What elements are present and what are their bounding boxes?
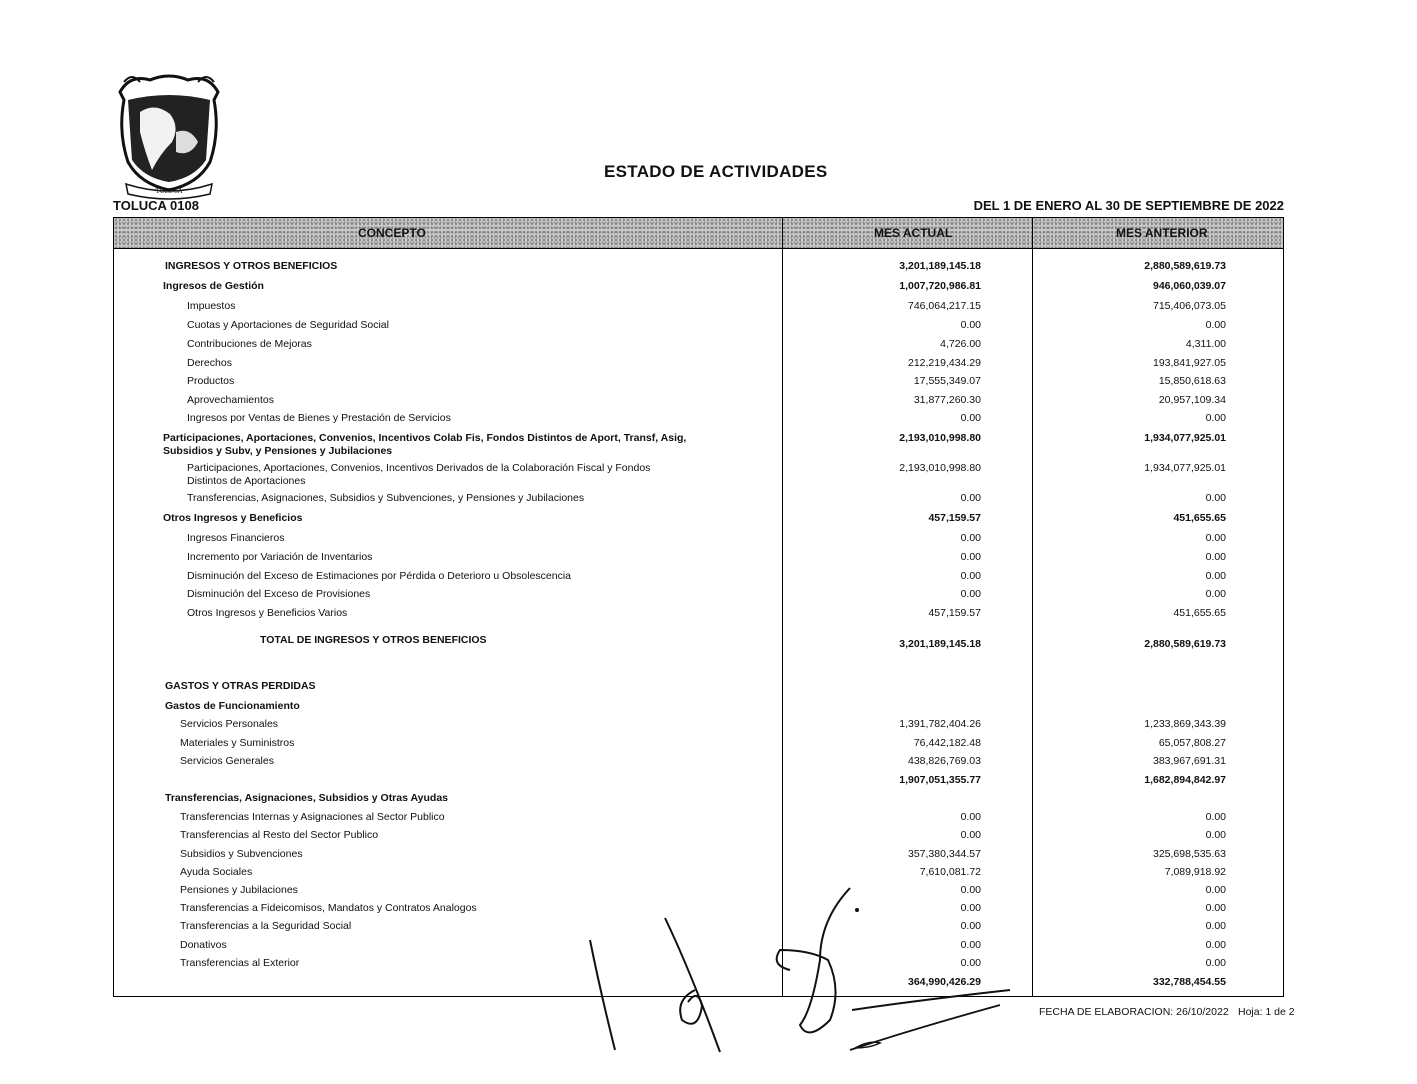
row-current: 0.00 <box>960 588 981 600</box>
row-previous: 193,841,927.05 <box>1153 357 1226 369</box>
row-previous: 715,406,073.05 <box>1153 300 1226 312</box>
row-current: 438,826,769.03 <box>908 755 981 767</box>
row-label: INGRESOS Y OTROS BENEFICIOS <box>165 260 338 272</box>
row-label: Transferencias al Exterior <box>180 957 300 969</box>
column-header-concept: CONCEPTO <box>358 226 426 240</box>
row-previous: 0.00 <box>1205 570 1226 582</box>
row-label: Otros Ingresos y Beneficios Varios <box>187 607 348 619</box>
row-previous: 0.00 <box>1205 412 1226 424</box>
row-current: 212,219,434.29 <box>908 357 981 369</box>
row-label: Ayuda Sociales <box>180 866 253 878</box>
coat-of-arms-seal <box>110 72 228 200</box>
row-label: Donativos <box>180 939 227 951</box>
row-previous: 15,850,618.63 <box>1158 375 1226 387</box>
row-previous: 7,089,918.92 <box>1164 866 1226 878</box>
row-previous: 1,934,077,925.01 <box>1144 432 1226 444</box>
row-label: Productos <box>187 375 235 387</box>
row-current: 0.00 <box>960 902 981 914</box>
entity-code: TOLUCA 0108 <box>113 198 199 213</box>
row-current: 7,610,081.72 <box>919 866 981 878</box>
row-previous: 0.00 <box>1205 884 1226 896</box>
row-label: Transferencias, Asignaciones, Subsidios y Otras Ayudas <box>165 792 449 804</box>
row-current: 0.00 <box>960 570 981 582</box>
column-header-current: MES ACTUAL <box>874 226 953 240</box>
row-label: Servicios Personales <box>180 718 279 730</box>
row-label: Materiales y Suministros <box>180 737 295 749</box>
row-current: 0.00 <box>960 319 981 331</box>
row-label: Ingresos de Gestión <box>163 280 264 292</box>
page-number: Hoja: 1 de 2 <box>1238 1006 1295 1018</box>
row-label: Cuotas y Aportaciones de Seguridad Social <box>187 319 389 331</box>
row-previous: 1,934,077,925.01 <box>1144 462 1226 474</box>
row-label: Aprovechamientos <box>187 394 274 406</box>
elaboration-date: FECHA DE ELABORACION: 26/10/2022 <box>1039 1006 1229 1018</box>
row-previous: 383,967,691.31 <box>1153 755 1226 767</box>
row-label: Transferencias al Resto del Sector Publico <box>180 829 379 841</box>
row-label: Contribuciones de Mejoras <box>187 338 312 350</box>
row-label: Incremento por Variación de Inventarios <box>187 551 373 563</box>
table-header-band <box>114 218 1283 249</box>
row-previous: 325,698,535.63 <box>1153 848 1226 860</box>
row-current: 0.00 <box>960 957 981 969</box>
row-current: 746,064,217.15 <box>908 300 981 312</box>
row-current: 0.00 <box>960 412 981 424</box>
row-label: Ingresos Financieros <box>187 532 285 544</box>
row-current: 364,990,426.29 <box>908 976 981 988</box>
row-previous: 332,788,454.55 <box>1153 976 1226 988</box>
row-current: 0.00 <box>960 884 981 896</box>
row-current: 31,877,260.30 <box>913 394 981 406</box>
row-previous: 20,957,109.34 <box>1158 394 1226 406</box>
row-previous: 65,057,808.27 <box>1158 737 1226 749</box>
row-current: 4,726.00 <box>940 338 981 350</box>
row-current: 0.00 <box>960 829 981 841</box>
row-previous: 0.00 <box>1205 920 1226 932</box>
row-previous: 1,682,894,842.97 <box>1144 774 1226 786</box>
row-current: 0.00 <box>960 811 981 823</box>
handwritten-signature <box>580 880 1040 1070</box>
row-current: 457,159.57 <box>928 512 981 524</box>
row-label: Servicios Generales <box>180 755 274 767</box>
row-previous: 0.00 <box>1205 551 1226 563</box>
row-label: Derechos <box>187 357 232 369</box>
row-previous: 2,880,589,619.73 <box>1144 260 1226 272</box>
row-previous: 1,233,869,343.39 <box>1144 718 1226 730</box>
row-label: Pensiones y Jubilaciones <box>180 884 298 896</box>
row-previous: 0.00 <box>1205 939 1226 951</box>
row-previous: 2,880,589,619.73 <box>1144 638 1226 650</box>
seal-lettering: TOLUCA <box>155 188 183 195</box>
row-previous: 0.00 <box>1205 588 1226 600</box>
row-previous: 451,655.65 <box>1173 607 1226 619</box>
row-label: Participaciones, Aportaciones, Convenios, Incentivos Colab Fis, Fondos Distintos de Aport, Transf, Asig, Subsidios y Subv, y Pensiones y Jubilaciones <box>163 432 687 457</box>
row-current: 457,159.57 <box>928 607 981 619</box>
row-current: 2,193,010,998.80 <box>899 432 981 444</box>
row-previous: 0.00 <box>1205 902 1226 914</box>
row-previous: 0.00 <box>1205 492 1226 504</box>
row-current: 0.00 <box>960 939 981 951</box>
row-previous: 451,655.65 <box>1173 512 1226 524</box>
row-current: 3,201,189,145.18 <box>899 260 981 272</box>
row-current: 0.00 <box>960 492 981 504</box>
column-header-previous: MES ANTERIOR <box>1116 226 1208 240</box>
row-label: GASTOS Y OTRAS PERDIDAS <box>165 680 316 692</box>
row-previous: 4,311.00 <box>1185 338 1226 350</box>
row-label: Transferencias, Asignaciones, Subsidios y Subvenciones, y Pensiones y Jubilaciones <box>187 492 585 504</box>
row-previous: 0.00 <box>1205 811 1226 823</box>
row-label: Participaciones, Aportaciones, Convenios, Incentivos Derivados de la Colaboración Fiscal y Fondos Distintos de Aportaciones <box>187 462 651 487</box>
row-current: 0.00 <box>960 532 981 544</box>
row-current: 0.00 <box>960 551 981 563</box>
row-previous: 0.00 <box>1205 829 1226 841</box>
row-current: 1,907,051,355.77 <box>899 774 981 786</box>
row-previous: 0.00 <box>1205 957 1226 969</box>
row-current: 1,391,782,404.26 <box>899 718 981 730</box>
row-label: Transferencias a Fideicomisos, Mandatos y Contratos Analogos <box>180 902 477 914</box>
row-label: Otros Ingresos y Beneficios <box>163 512 303 524</box>
row-current: 2,193,010,998.80 <box>899 462 981 474</box>
row-current: 357,380,344.57 <box>908 848 981 860</box>
row-label: Impuestos <box>187 300 236 312</box>
row-previous: 946,060,039.07 <box>1153 280 1226 292</box>
row-current: 1,007,720,986.81 <box>899 280 981 292</box>
row-current: 17,555,349.07 <box>913 375 981 387</box>
row-previous: 0.00 <box>1205 532 1226 544</box>
row-label: Transferencias Internas y Asignaciones al Sector Publico <box>180 811 445 823</box>
row-previous: 0.00 <box>1205 319 1226 331</box>
row-current: 0.00 <box>960 920 981 932</box>
report-period: DEL 1 DE ENERO AL 30 DE SEPTIEMBRE DE 2022 <box>973 198 1284 213</box>
row-label: Gastos de Funcionamiento <box>165 700 300 712</box>
row-label: Subsidios y Subvenciones <box>180 848 303 860</box>
row-current: 3,201,189,145.18 <box>899 638 981 650</box>
row-label: Transferencias a la Seguridad Social <box>180 920 352 932</box>
row-current: 76,442,182.48 <box>913 737 981 749</box>
row-label: Ingresos por Ventas de Bienes y Prestación de Servicios <box>187 412 451 424</box>
row-label: Disminución del Exceso de Provisiones <box>187 588 371 600</box>
row-label: Disminución del Exceso de Estimaciones por Pérdida o Deterioro u Obsolescencia <box>187 570 572 582</box>
page-title: ESTADO DE ACTIVIDADES <box>604 162 828 181</box>
row-label: TOTAL DE INGRESOS Y OTROS BENEFICIOS <box>260 634 487 646</box>
